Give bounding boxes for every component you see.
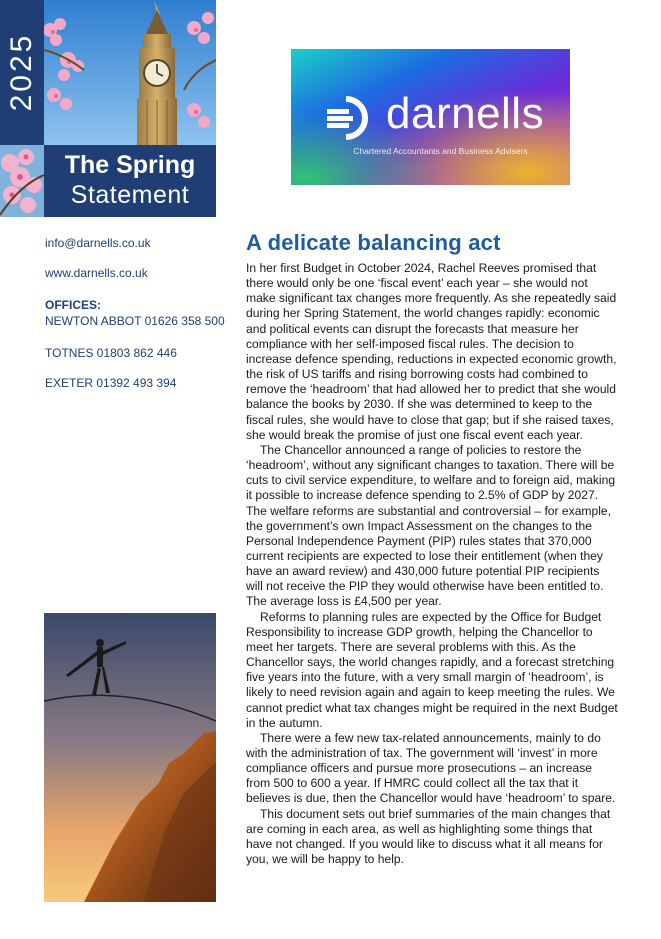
- article-paragraph: This document sets out brief summaries of the main changes that are coming in each area, as well as highlighting some things that have not changed. If you would like to discuss what it all means for you, we will be happy to help.: [246, 806, 611, 867]
- article-heading: A delicate balancing act: [246, 230, 501, 255]
- office-exeter: EXETER 01392 493 394: [45, 376, 177, 390]
- title-line-2: Statement: [70, 181, 190, 209]
- article-paragraph: In her first Budget in October 2024, Rachel Reeves promised that there would only be one ‘fiscal event’ each year – she would not make significant tax changes more frequently. As she repeatedly said during her Spring Statement, the world changes rapidly: economic and political events can disrupt the forecasts that measure her compliance with her self-imposed fiscal rules. The decision to increase defence spending, reductions in expected economic growth, the risk of US tariffs and rising borrowing costs had combined to remove the ‘headroom’ that had allowed her to predict that she would balance the books by 2030. If she was determined to keep to the fiscal rules, she would have to close that gap; but if she raised taxes, she would break the promise of just one fiscal event each year.: [246, 261, 617, 442]
- offices-label: OFFICES:: [45, 298, 101, 312]
- office-newton-abbot: NEWTON ABBOT 01626 358 500: [45, 314, 225, 328]
- article-body: [246, 261, 618, 867]
- logo-name: darnells: [386, 89, 545, 138]
- logo-tagline: Chartered Accountants and Business Advisers: [353, 146, 528, 156]
- big-ben-photo: [44, 0, 216, 145]
- year-label: 2025: [5, 32, 38, 112]
- darnells-mark-icon: [323, 95, 369, 141]
- article-paragraph: The Chancellor announced a range of policies to restore the ‘headroom’, without any significant changes to taxation. There will be cuts to civil service expenditure, to welfare and to foreign aid, making it possible to increase defence spending to 2.5% of GDP by 2027. The welfare reforms are substantial and controversial – for example, the government’s own Impact Assessment on the changes to the Personal Independence Payment (PIP) rules states that 370,000 current recipients are expected to lose their entitlement (when they have an award review) and 430,000 future potential PIP recipients will not receive the PIP they would otherwise have been entitled to. The average loss is £4,500 per year.: [246, 442, 616, 609]
- title-box: [44, 145, 216, 217]
- blossom-photo: [0, 145, 44, 217]
- article-paragraph: There were a few new tax-related announcements, mainly to do with the administration of tax. The government will ‘invest’ in more compliance officers and pursue more prosecutions – an increase from 500 to 600 a year. If HMRC could collect all the tax that it believes is due, then the Chancellor would have ‘headroom’ to spare.: [246, 730, 616, 806]
- year-strip: [0, 0, 44, 145]
- darnells-logo: [291, 49, 570, 185]
- website-link[interactable]: www.darnells.co.uk: [45, 266, 148, 280]
- email-link[interactable]: info@darnells.co.uk: [45, 236, 151, 250]
- tightrope-photo: [44, 613, 216, 902]
- article-paragraph: Reforms to planning rules are expected by the Office for Budget Responsibility to increase GDP growth, helping the Chancellor to meet her targets. There are several problems with this. As the Chancellor says, the world changes rapidly, and a forecast stretching five years into the future, with a very small margin of ‘headroom’, is likely to need revision again and again to keep meeting the rules. We cannot predict what tax changes might be required in the next Budget in the autumn.: [246, 609, 618, 730]
- office-totnes: TOTNES 01803 862 446: [45, 346, 177, 360]
- title-line-1: The Spring: [64, 151, 196, 179]
